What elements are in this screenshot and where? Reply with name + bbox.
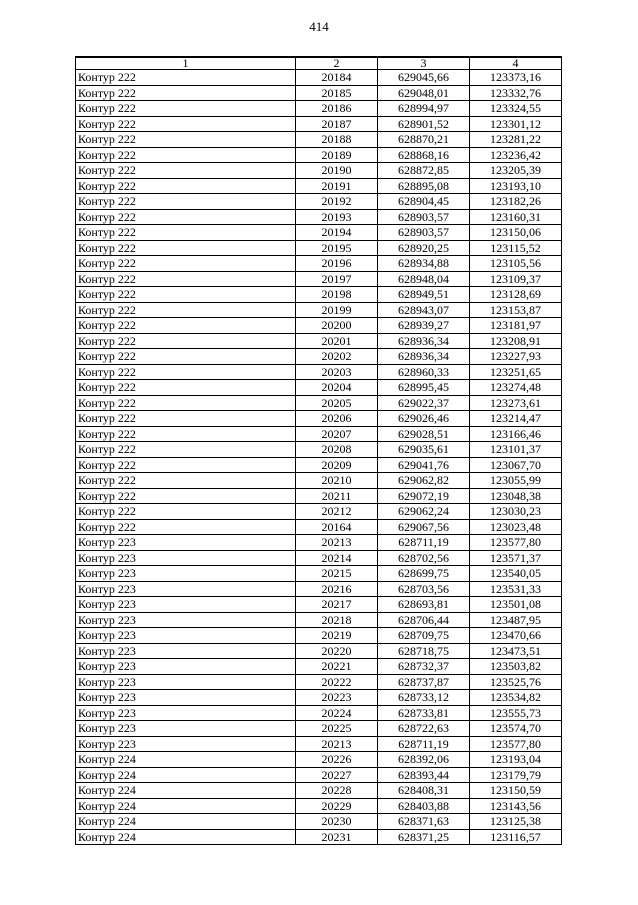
point-number-cell: 20219 <box>296 628 378 644</box>
point-number-cell: 20186 <box>296 101 378 117</box>
point-number-cell: 20217 <box>296 597 378 613</box>
y-coordinate-cell: 123555,73 <box>470 705 562 721</box>
y-coordinate-cell: 123324,55 <box>470 101 562 117</box>
table-row <box>76 829 562 845</box>
y-coordinate-cell: 123503,82 <box>470 659 562 675</box>
point-number-cell: 20204 <box>296 380 378 396</box>
table-row <box>76 798 562 814</box>
x-coordinate-cell: 628371,25 <box>378 829 470 845</box>
point-number-cell: 20207 <box>296 426 378 442</box>
x-coordinate-cell: 628901,52 <box>378 116 470 132</box>
y-coordinate-cell: 123048,38 <box>470 488 562 504</box>
y-coordinate-cell: 123577,80 <box>470 535 562 551</box>
x-coordinate-cell: 628718,75 <box>378 643 470 659</box>
contour-name-cell: Контур 223 <box>76 628 296 644</box>
table-row <box>76 70 562 86</box>
x-coordinate-cell: 628943,07 <box>378 302 470 318</box>
table-row <box>76 488 562 504</box>
contour-name-cell: Контур 222 <box>76 426 296 442</box>
x-coordinate-cell: 628733,12 <box>378 690 470 706</box>
column-header-3: 3 <box>378 57 470 70</box>
point-number-cell: 20227 <box>296 767 378 783</box>
point-number-cell: 20187 <box>296 116 378 132</box>
point-number-cell: 20199 <box>296 302 378 318</box>
contour-name-cell: Контур 222 <box>76 116 296 132</box>
table-row <box>76 318 562 334</box>
x-coordinate-cell: 629026,46 <box>378 411 470 427</box>
contour-name-cell: Контур 222 <box>76 194 296 210</box>
contour-name-cell: Контур 223 <box>76 674 296 690</box>
table-row <box>76 721 562 737</box>
y-coordinate-cell: 123534,82 <box>470 690 562 706</box>
table-row <box>76 581 562 597</box>
x-coordinate-cell: 628995,45 <box>378 380 470 396</box>
y-coordinate-cell: 123487,95 <box>470 612 562 628</box>
x-coordinate-cell: 628895,08 <box>378 178 470 194</box>
x-coordinate-cell: 628693,81 <box>378 597 470 613</box>
x-coordinate-cell: 628903,57 <box>378 209 470 225</box>
contour-name-cell: Контур 223 <box>76 612 296 628</box>
y-coordinate-cell: 123227,93 <box>470 349 562 365</box>
point-number-cell: 20184 <box>296 70 378 86</box>
table-row <box>76 163 562 179</box>
point-number-cell: 20189 <box>296 147 378 163</box>
x-coordinate-cell: 629072,19 <box>378 488 470 504</box>
point-number-cell: 20230 <box>296 814 378 830</box>
y-coordinate-cell: 123540,05 <box>470 566 562 582</box>
contour-name-cell: Контур 222 <box>76 333 296 349</box>
point-number-cell: 20190 <box>296 163 378 179</box>
table-row <box>76 85 562 101</box>
x-coordinate-cell: 628737,87 <box>378 674 470 690</box>
contour-name-cell: Контур 223 <box>76 690 296 706</box>
x-coordinate-cell: 628934,88 <box>378 256 470 272</box>
coordinates-table <box>75 56 562 845</box>
table-row <box>76 271 562 287</box>
y-coordinate-cell: 123105,56 <box>470 256 562 272</box>
table-row <box>76 132 562 148</box>
y-coordinate-cell: 123125,38 <box>470 814 562 830</box>
x-coordinate-cell: 628706,44 <box>378 612 470 628</box>
contour-name-cell: Контур 222 <box>76 240 296 256</box>
point-number-cell: 20216 <box>296 581 378 597</box>
y-coordinate-cell: 123571,37 <box>470 550 562 566</box>
contour-name-cell: Контур 222 <box>76 147 296 163</box>
table-row <box>76 333 562 349</box>
table-row <box>76 566 562 582</box>
contour-name-cell: Контур 222 <box>76 473 296 489</box>
table-row <box>76 194 562 210</box>
y-coordinate-cell: 123574,70 <box>470 721 562 737</box>
contour-name-cell: Контур 222 <box>76 364 296 380</box>
y-coordinate-cell: 123182,26 <box>470 194 562 210</box>
point-number-cell: 20193 <box>296 209 378 225</box>
contour-name-cell: Контур 222 <box>76 349 296 365</box>
x-coordinate-cell: 629028,51 <box>378 426 470 442</box>
table-row <box>76 411 562 427</box>
x-coordinate-cell: 629062,82 <box>378 473 470 489</box>
point-number-cell: 20203 <box>296 364 378 380</box>
x-coordinate-cell: 628939,27 <box>378 318 470 334</box>
point-number-cell: 20164 <box>296 519 378 535</box>
point-number-cell: 20192 <box>296 194 378 210</box>
point-number-cell: 20188 <box>296 132 378 148</box>
y-coordinate-cell: 123273,61 <box>470 395 562 411</box>
x-coordinate-cell: 628722,63 <box>378 721 470 737</box>
y-coordinate-cell: 123281,22 <box>470 132 562 148</box>
y-coordinate-cell: 123373,16 <box>470 70 562 86</box>
x-coordinate-cell: 628403,88 <box>378 798 470 814</box>
y-coordinate-cell: 123577,80 <box>470 736 562 752</box>
x-coordinate-cell: 629062,24 <box>378 504 470 520</box>
point-number-cell: 20213 <box>296 535 378 551</box>
x-coordinate-cell: 629048,01 <box>378 85 470 101</box>
contour-name-cell: Контур 222 <box>76 287 296 303</box>
y-coordinate-cell: 123525,76 <box>470 674 562 690</box>
y-coordinate-cell: 123473,51 <box>470 643 562 659</box>
y-coordinate-cell: 123470,66 <box>470 628 562 644</box>
x-coordinate-cell: 628920,25 <box>378 240 470 256</box>
x-coordinate-cell: 628711,19 <box>378 535 470 551</box>
point-number-cell: 20215 <box>296 566 378 582</box>
point-number-cell: 20224 <box>296 705 378 721</box>
x-coordinate-cell: 628936,34 <box>378 333 470 349</box>
x-coordinate-cell: 628711,19 <box>378 736 470 752</box>
table-row <box>76 690 562 706</box>
contour-name-cell: Контур 222 <box>76 302 296 318</box>
y-coordinate-cell: 123193,04 <box>470 752 562 768</box>
point-number-cell: 20196 <box>296 256 378 272</box>
x-coordinate-cell: 629022,37 <box>378 395 470 411</box>
point-number-cell: 20222 <box>296 674 378 690</box>
contour-name-cell: Контур 222 <box>76 442 296 458</box>
y-coordinate-cell: 123030,23 <box>470 504 562 520</box>
point-number-cell: 20206 <box>296 411 378 427</box>
table-row <box>76 178 562 194</box>
table-row <box>76 240 562 256</box>
point-number-cell: 20210 <box>296 473 378 489</box>
page-number: 414 <box>309 19 329 34</box>
y-coordinate-cell: 123531,33 <box>470 581 562 597</box>
x-coordinate-cell: 628948,04 <box>378 271 470 287</box>
contour-name-cell: Контур 222 <box>76 163 296 179</box>
contour-name-cell: Контур 222 <box>76 395 296 411</box>
y-coordinate-cell: 123236,42 <box>470 147 562 163</box>
x-coordinate-cell: 628904,45 <box>378 194 470 210</box>
y-coordinate-cell: 123181,97 <box>470 318 562 334</box>
point-number-cell: 20194 <box>296 225 378 241</box>
y-coordinate-cell: 123109,37 <box>470 271 562 287</box>
x-coordinate-cell: 628371,63 <box>378 814 470 830</box>
table-row <box>76 287 562 303</box>
y-coordinate-cell: 123501,08 <box>470 597 562 613</box>
y-coordinate-cell: 123067,70 <box>470 457 562 473</box>
x-coordinate-cell: 628709,75 <box>378 628 470 644</box>
table-row <box>76 659 562 675</box>
point-number-cell: 20209 <box>296 457 378 473</box>
contour-name-cell: Контур 222 <box>76 457 296 473</box>
y-coordinate-cell: 123179,79 <box>470 767 562 783</box>
contour-name-cell: Контур 222 <box>76 70 296 86</box>
y-coordinate-cell: 123332,76 <box>470 85 562 101</box>
point-number-cell: 20223 <box>296 690 378 706</box>
table-row <box>76 395 562 411</box>
table-row <box>76 116 562 132</box>
y-coordinate-cell: 123150,06 <box>470 225 562 241</box>
table-row <box>76 349 562 365</box>
contour-name-cell: Контур 222 <box>76 271 296 287</box>
point-number-cell: 20211 <box>296 488 378 504</box>
point-number-cell: 20208 <box>296 442 378 458</box>
y-coordinate-cell: 123193,10 <box>470 178 562 194</box>
y-coordinate-cell: 123166,46 <box>470 426 562 442</box>
x-coordinate-cell: 628733,81 <box>378 705 470 721</box>
y-coordinate-cell: 123274,48 <box>470 380 562 396</box>
point-number-cell: 20202 <box>296 349 378 365</box>
contour-name-cell: Контур 223 <box>76 721 296 737</box>
y-coordinate-cell: 123115,52 <box>470 240 562 256</box>
x-coordinate-cell: 628393,44 <box>378 767 470 783</box>
table-row <box>76 101 562 117</box>
table-row <box>76 426 562 442</box>
table-row <box>76 457 562 473</box>
contour-name-cell: Контур 223 <box>76 705 296 721</box>
contour-name-cell: Контур 222 <box>76 209 296 225</box>
x-coordinate-cell: 628699,75 <box>378 566 470 582</box>
contour-name-cell: Контур 223 <box>76 535 296 551</box>
x-coordinate-cell: 629067,56 <box>378 519 470 535</box>
x-coordinate-cell: 628732,37 <box>378 659 470 675</box>
table-row <box>76 767 562 783</box>
x-coordinate-cell: 628702,56 <box>378 550 470 566</box>
point-number-cell: 20201 <box>296 333 378 349</box>
y-coordinate-cell: 123208,91 <box>470 333 562 349</box>
y-coordinate-cell: 123251,65 <box>470 364 562 380</box>
contour-name-cell: Контур 223 <box>76 643 296 659</box>
table-row <box>76 814 562 830</box>
table-row <box>76 705 562 721</box>
x-coordinate-cell: 628903,57 <box>378 225 470 241</box>
x-coordinate-cell: 629045,66 <box>378 70 470 86</box>
point-number-cell: 20226 <box>296 752 378 768</box>
table-row <box>76 597 562 613</box>
table-row <box>76 783 562 799</box>
contour-name-cell: Контур 223 <box>76 550 296 566</box>
y-coordinate-cell: 123153,87 <box>470 302 562 318</box>
contour-name-cell: Контур 223 <box>76 597 296 613</box>
y-coordinate-cell: 123143,56 <box>470 798 562 814</box>
contour-name-cell: Контур 222 <box>76 488 296 504</box>
contour-name-cell: Контур 222 <box>76 85 296 101</box>
column-header-2: 2 <box>296 57 378 70</box>
contour-name-cell: Контур 224 <box>76 798 296 814</box>
contour-name-cell: Контур 224 <box>76 814 296 830</box>
x-coordinate-cell: 628870,21 <box>378 132 470 148</box>
contour-name-cell: Контур 224 <box>76 767 296 783</box>
contour-name-cell: Контур 222 <box>76 101 296 117</box>
contour-name-cell: Контур 223 <box>76 736 296 752</box>
table-row <box>76 473 562 489</box>
point-number-cell: 20213 <box>296 736 378 752</box>
y-coordinate-cell: 123214,47 <box>470 411 562 427</box>
table-row <box>76 519 562 535</box>
contour-name-cell: Контур 222 <box>76 504 296 520</box>
column-header-1: 1 <box>76 57 296 70</box>
x-coordinate-cell: 628872,85 <box>378 163 470 179</box>
point-number-cell: 20231 <box>296 829 378 845</box>
contour-name-cell: Контур 223 <box>76 566 296 582</box>
point-number-cell: 20198 <box>296 287 378 303</box>
table-row <box>76 643 562 659</box>
x-coordinate-cell: 628949,51 <box>378 287 470 303</box>
point-number-cell: 20228 <box>296 783 378 799</box>
column-header-4: 4 <box>470 57 562 70</box>
point-number-cell: 20220 <box>296 643 378 659</box>
point-number-cell: 20218 <box>296 612 378 628</box>
point-number-cell: 20214 <box>296 550 378 566</box>
point-number-cell: 20229 <box>296 798 378 814</box>
contour-name-cell: Контур 224 <box>76 752 296 768</box>
table-row <box>76 364 562 380</box>
contour-name-cell: Контур 222 <box>76 178 296 194</box>
point-number-cell: 20225 <box>296 721 378 737</box>
x-coordinate-cell: 628703,56 <box>378 581 470 597</box>
y-coordinate-cell: 123301,12 <box>470 116 562 132</box>
y-coordinate-cell: 123160,31 <box>470 209 562 225</box>
table-row <box>76 380 562 396</box>
x-coordinate-cell: 628994,97 <box>378 101 470 117</box>
y-coordinate-cell: 123023,48 <box>470 519 562 535</box>
table-body <box>76 57 562 845</box>
contour-name-cell: Контур 222 <box>76 380 296 396</box>
x-coordinate-cell: 628960,33 <box>378 364 470 380</box>
table-row <box>76 628 562 644</box>
point-number-cell: 20195 <box>296 240 378 256</box>
table-row <box>76 302 562 318</box>
x-coordinate-cell: 628408,31 <box>378 783 470 799</box>
point-number-cell: 20197 <box>296 271 378 287</box>
point-number-cell: 20185 <box>296 85 378 101</box>
point-number-cell: 20191 <box>296 178 378 194</box>
contour-name-cell: Контур 224 <box>76 829 296 845</box>
x-coordinate-cell: 628868,16 <box>378 147 470 163</box>
contour-name-cell: Контур 224 <box>76 783 296 799</box>
table-row <box>76 674 562 690</box>
table-row <box>76 736 562 752</box>
table-row <box>76 550 562 566</box>
point-number-cell: 20200 <box>296 318 378 334</box>
table-row <box>76 225 562 241</box>
x-coordinate-cell: 628936,34 <box>378 349 470 365</box>
contour-name-cell: Контур 222 <box>76 225 296 241</box>
point-number-cell: 20221 <box>296 659 378 675</box>
table-header-row <box>76 57 562 70</box>
contour-name-cell: Контур 223 <box>76 659 296 675</box>
table-row <box>76 442 562 458</box>
table-row <box>76 504 562 520</box>
x-coordinate-cell: 628392,06 <box>378 752 470 768</box>
table-row <box>76 752 562 768</box>
x-coordinate-cell: 629035,61 <box>378 442 470 458</box>
point-number-cell: 20205 <box>296 395 378 411</box>
y-coordinate-cell: 123128,69 <box>470 287 562 303</box>
table-row <box>76 256 562 272</box>
contour-name-cell: Контур 222 <box>76 411 296 427</box>
y-coordinate-cell: 123150,59 <box>470 783 562 799</box>
y-coordinate-cell: 123116,57 <box>470 829 562 845</box>
y-coordinate-cell: 123055,99 <box>470 473 562 489</box>
table-row <box>76 535 562 551</box>
contour-name-cell: Контур 222 <box>76 132 296 148</box>
table-row <box>76 209 562 225</box>
table-row <box>76 612 562 628</box>
x-coordinate-cell: 629041,76 <box>378 457 470 473</box>
contour-name-cell: Контур 222 <box>76 318 296 334</box>
contour-name-cell: Контур 222 <box>76 519 296 535</box>
contour-name-cell: Контур 223 <box>76 581 296 597</box>
y-coordinate-cell: 123101,37 <box>470 442 562 458</box>
point-number-cell: 20212 <box>296 504 378 520</box>
table-row <box>76 147 562 163</box>
y-coordinate-cell: 123205,39 <box>470 163 562 179</box>
contour-name-cell: Контур 222 <box>76 256 296 272</box>
